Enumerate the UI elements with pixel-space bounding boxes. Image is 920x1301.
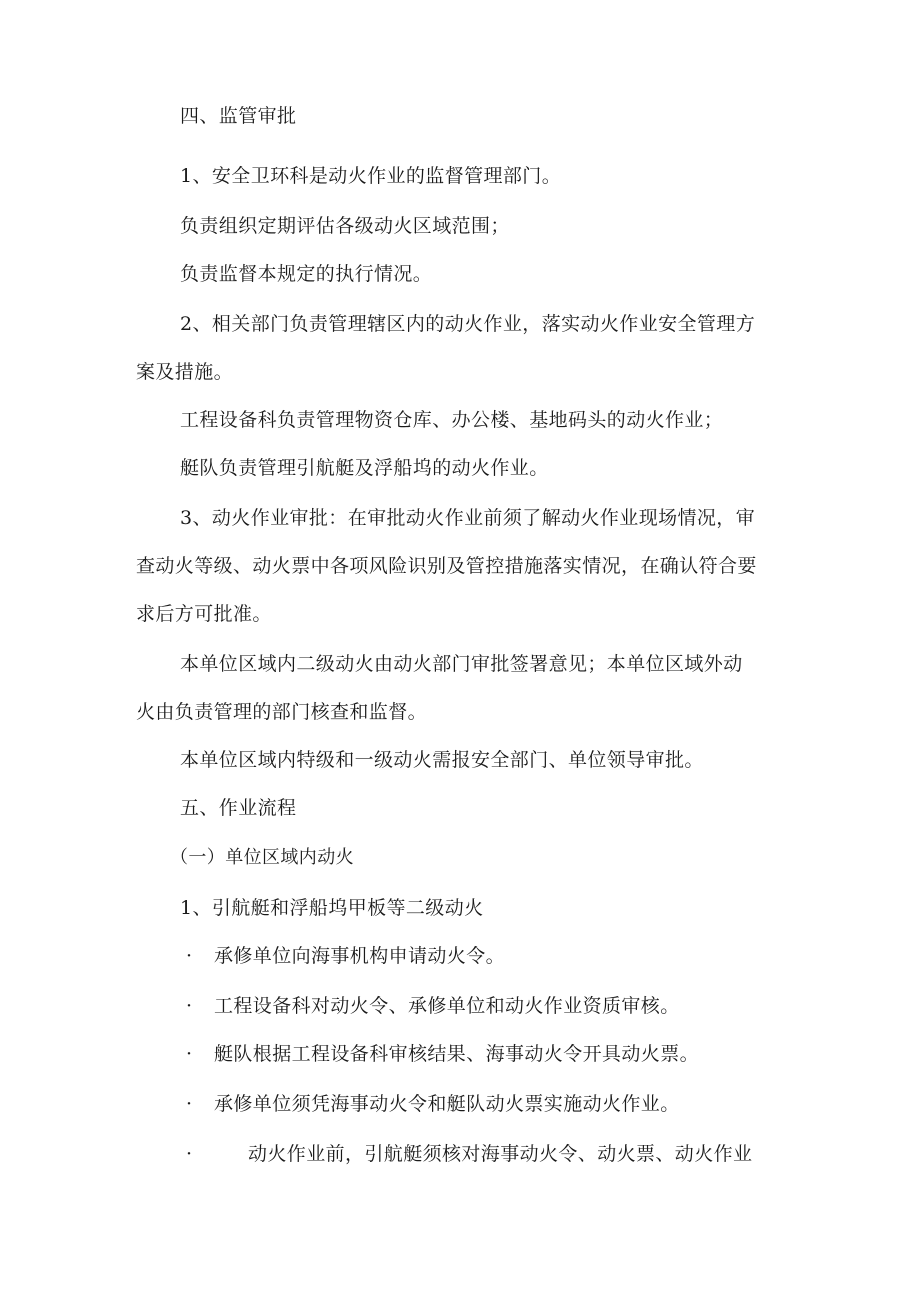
paragraph-item-3-sub-2: 本单位区域内特级和一级动火需报安全部门、单位领导审批。 [180, 749, 704, 771]
section-heading-workflow: 五、作业流程 [180, 797, 297, 819]
bullet-dot: · [186, 1093, 193, 1115]
section-heading-supervision: 四、监管审批 [180, 105, 297, 127]
paragraph-item-2-sub-1: 工程设备科负责管理物资仓库、办公楼、基地码头的动火作业； [180, 409, 724, 431]
bullet-item-2: 工程设备科对动火令、承修单位和动火作业资质审核。 [214, 995, 680, 1017]
bullet-item-1: 承修单位向海事机构申请动火令。 [214, 945, 506, 967]
bullet-dot: · [186, 1043, 193, 1065]
bullet-dot: · [186, 995, 193, 1017]
paragraph-item-1: 1、安全卫环科是动火作业的监督管理部门。 [180, 165, 562, 187]
paragraph-item-2-line-2: 案及措施。 [136, 361, 234, 383]
bullet-item-5: 动火作业前，引航艇须核对海事动火令、动火票、动火作业 [248, 1143, 753, 1165]
paragraph-workflow-item-1: 1、引航艇和浮船坞甲板等二级动火 [180, 897, 484, 919]
bullet-dot: · [186, 945, 193, 967]
bullet-item-4: 承修单位须凭海事动火令和艇队动火票实施动火作业。 [214, 1093, 680, 1115]
paragraph-item-3-sub-1-line-1: 本单位区域内二级动火由动火部门审批签署意见；本单位区域外动 [180, 653, 743, 675]
paragraph-item-3-sub-1-line-2: 火由负责管理的部门核查和监督。 [136, 701, 428, 723]
paragraph-item-3-line-3: 求后方可批准。 [136, 603, 272, 625]
paragraph-item-2-line-1: 2、相关部门负责管理辖区内的动火作业，落实动火作业安全管理方 [180, 313, 756, 335]
bullet-dot: · [186, 1143, 193, 1165]
paragraph-item-1-sub-1: 负责组织定期评估各级动火区域范围； [180, 215, 510, 237]
paragraph-item-2-sub-2: 艇队负责管理引航艇及浮船坞的动火作业。 [180, 457, 549, 479]
sub-heading-in-area: （一）单位区域内动火 [170, 847, 354, 868]
paragraph-item-3-line-1: 3、动火作业审批：在审批动火作业前须了解动火作业现场情况，审 [180, 507, 756, 529]
bullet-item-3: 艇队根据工程设备科审核结果、海事动火令开具动火票。 [214, 1043, 700, 1065]
paragraph-item-1-sub-2: 负责监督本规定的执行情况。 [180, 263, 433, 285]
paragraph-item-3-line-2: 查动火等级、动火票中各项风险识别及管控措施落实情况，在确认符合要 [136, 555, 757, 577]
